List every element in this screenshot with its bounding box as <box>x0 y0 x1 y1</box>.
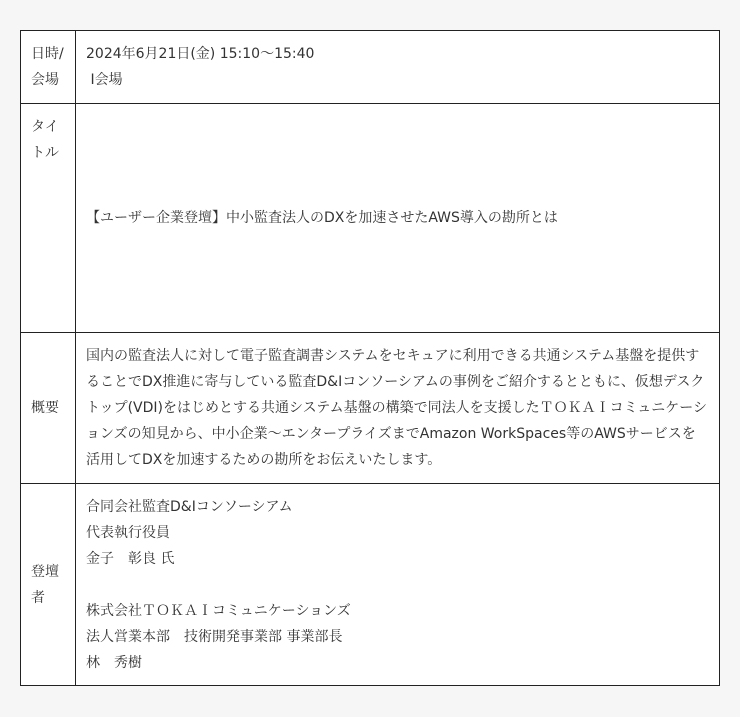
row-title <box>21 104 720 333</box>
speakers-label: 登壇者 <box>21 484 76 686</box>
speaker1-name: 金子 彰良 氏 <box>86 550 175 567</box>
date-venue-value <box>76 31 720 104</box>
speaker2-company: 株式会社ＴＯＫＡＩコミュニケーションズ <box>86 602 351 619</box>
speaker2-position: 法人営業本部 技術開発事業部 事業部長 <box>86 628 343 645</box>
speaker1-company: 合同会社監査D&Iコンソーシアム <box>86 498 293 515</box>
datetime-text: 2024年6月21日(金) 15:10～15:40 <box>86 46 315 62</box>
row-date-venue <box>21 31 720 104</box>
venue-text: I会場 <box>86 72 123 88</box>
title-label: タイトル <box>21 104 76 333</box>
speaker1-position: 代表執行役員 <box>86 524 170 541</box>
summary-value: 国内の監査法人に対して電子監査調書システムをセキュアに利用できる共通システム基盤を提供することでDX推進に寄与している監査D&Iコンソーシアムの事例をご紹介するとともに、仮想デスクトップ(VDI)をはじめとする共通システム基盤の構築で同法人を支援したＴＯＫＡＩコミュニケーションズの知見から、中小企業～エンタープライズまでAmazon WorkSpaces等のAWSサービスを活用してDXを加速するための勘所をお伝えいたします。 <box>76 333 720 484</box>
speaker2-name: 林 秀樹 <box>86 654 142 671</box>
summary-label: 概要 <box>21 333 76 484</box>
title-value: 【ユーザー企業登壇】中小監査法人のDXを加速させたAWS導入の勘所とは <box>76 104 720 333</box>
date-venue-label: 日時/会場 <box>21 31 76 104</box>
session-info-table <box>20 30 720 686</box>
speakers-value <box>76 484 720 686</box>
row-summary <box>21 333 720 484</box>
top-band <box>0 0 740 30</box>
speaker-spacer <box>86 572 709 598</box>
row-speakers <box>21 484 720 686</box>
